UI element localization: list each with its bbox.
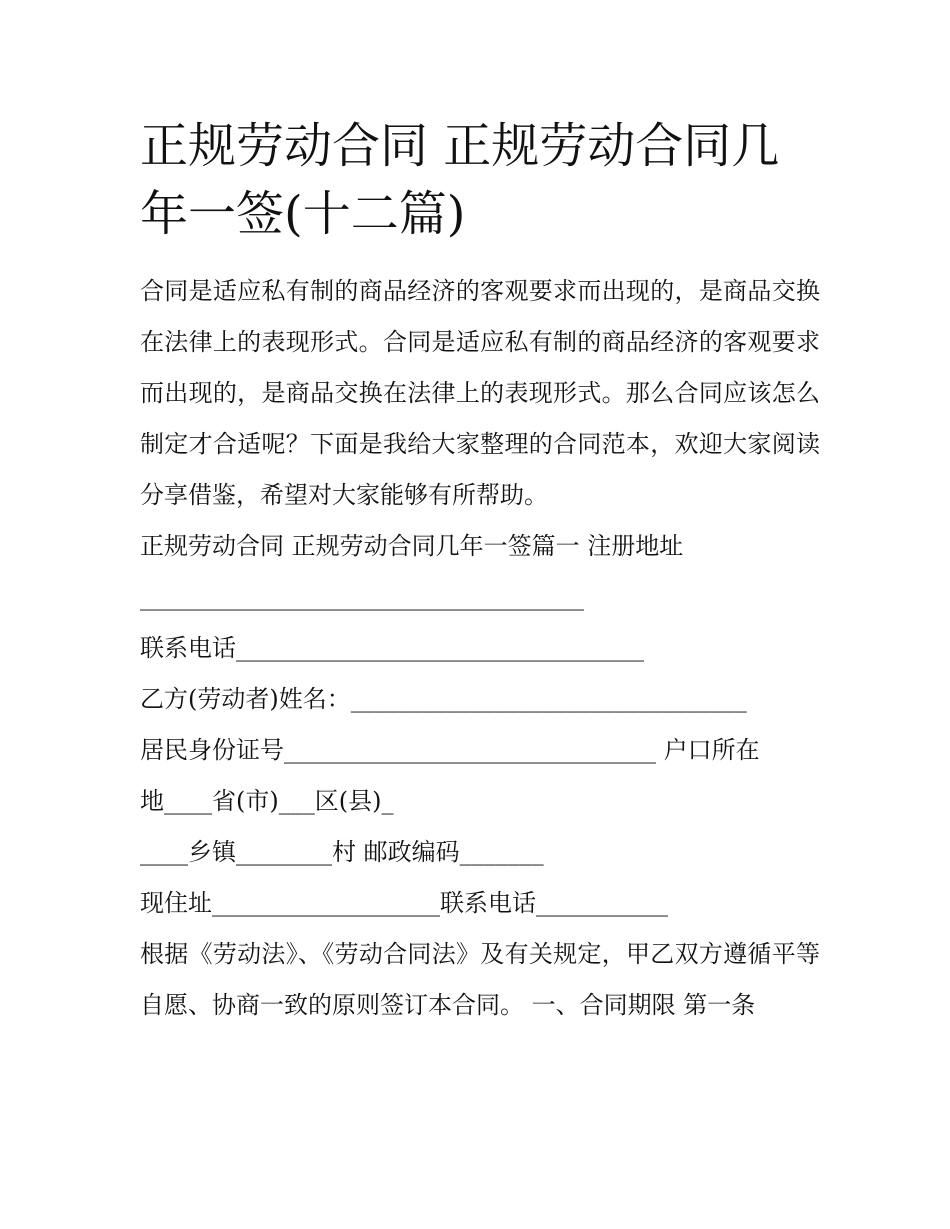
id-number-line: 居民身份证号_______________________________ 户口所在	[140, 736, 760, 764]
town-village-line: ____乡镇________村 邮政编码_______	[140, 838, 544, 866]
party-b-name-line: 乙方(劳动者)姓名：_________________________________	[140, 685, 747, 713]
section-heading: 正规劳动合同 正规劳动合同几年一签篇一 注册地址	[140, 532, 684, 560]
document-title: 正规劳动合同 正规劳动合同几年一签(十二篇)	[140, 118, 780, 242]
current-address-line: 现住址___________________联系电话___________	[140, 889, 668, 917]
document-content	[140, 112, 820, 1031]
legal-basis-paragraph: 根据《劳动法》、《劳动合同法》及有关规定，甲乙双方遵循平等自愿、协商一致的原则签订本合同。 一、合同期限 第一条	[140, 940, 820, 1019]
hukou-region-line: 地____省(市)___区(县)_	[140, 787, 394, 815]
address-blank-line: _____________________________________	[140, 583, 584, 611]
contact-phone-line: 联系电话__________________________________	[140, 634, 644, 662]
intro-paragraph: 合同是适应私有制的商品经济的客观要求而出现的，是商品交换在法律上的表现形式。合同是适应私有制的商品经济的客观要求而出现的，是商品交换在法律上的表现形式。那么合同应该怎么制定才合适呢？下面是我给大家整理的合同范本，欢迎大家阅读分享借鉴，希望对大家能够有所帮助。	[140, 277, 820, 509]
